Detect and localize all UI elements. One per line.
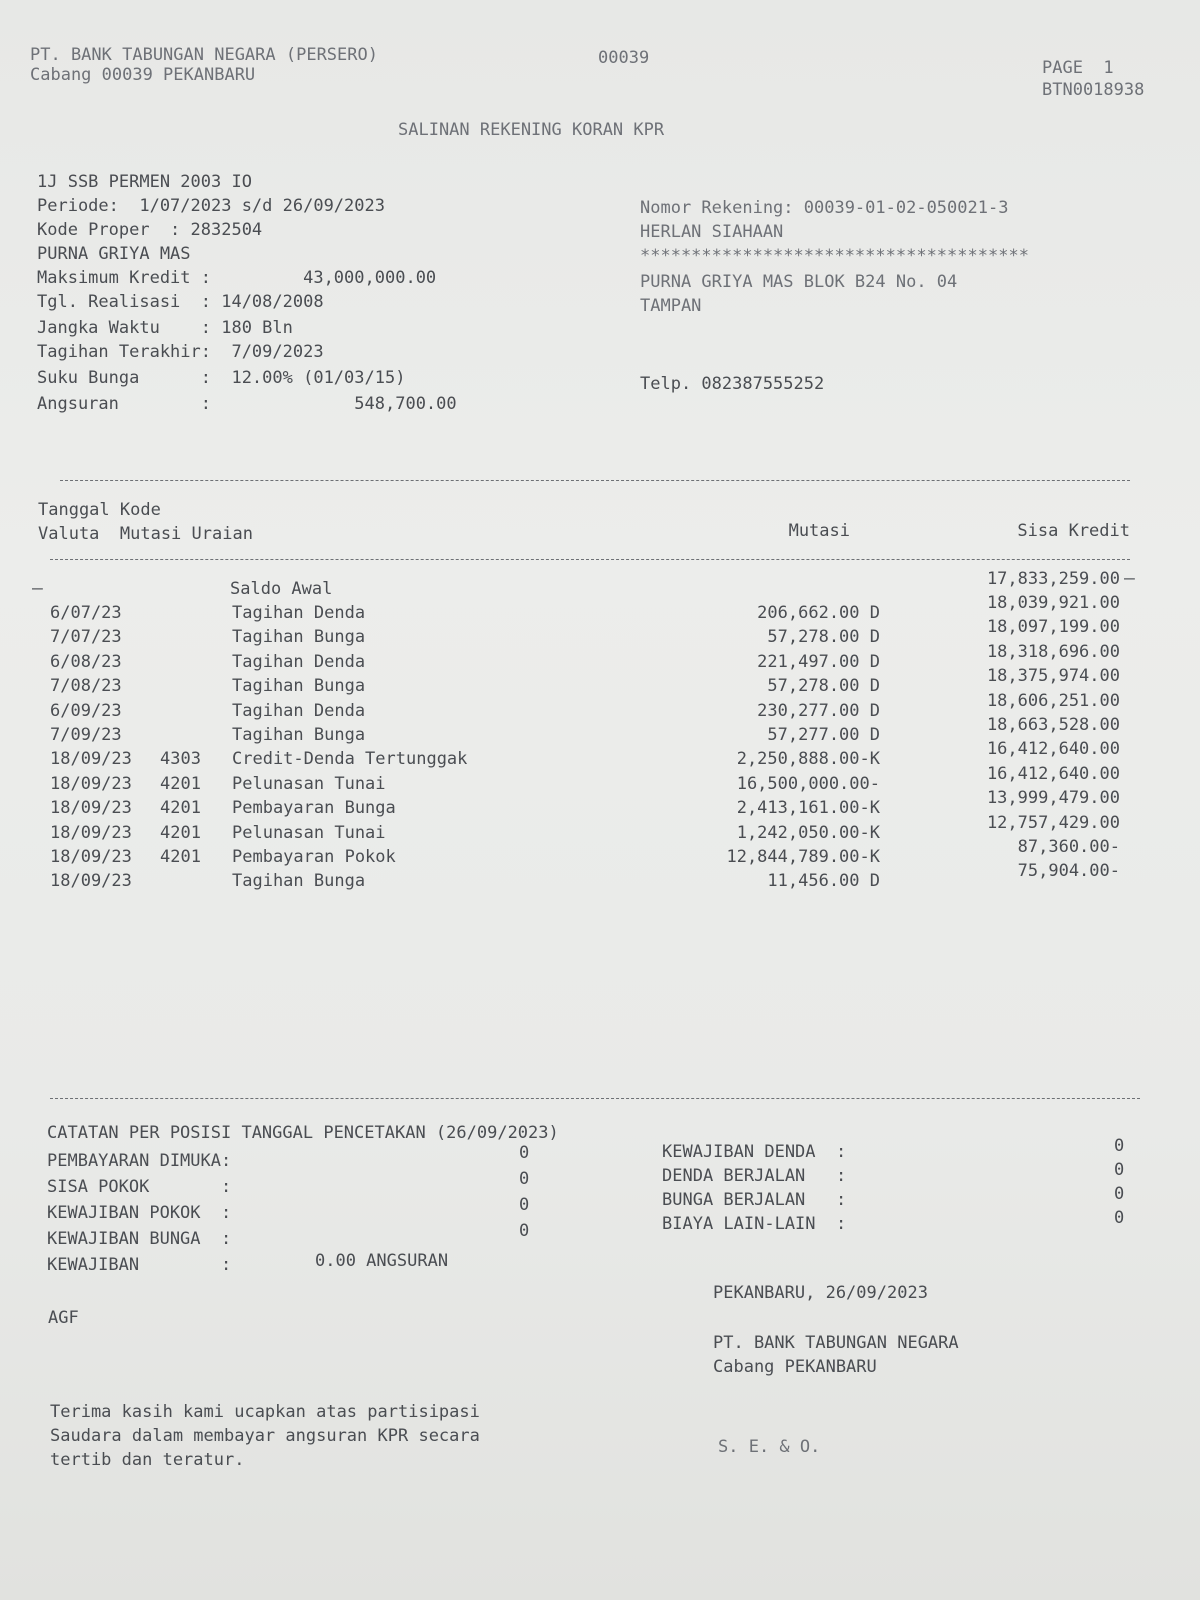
row-code: 4303 (160, 749, 201, 770)
row-balance: 18,663,528.00 (986, 715, 1120, 735)
row-date: 18/09/23 (50, 749, 132, 770)
row-amount: 1,242,050.00-K (736, 822, 880, 843)
account-line: Suku Bunga : 12.00% (01/03/15) (37, 368, 406, 388)
row-date: 6/08/23 (50, 651, 122, 672)
branch-name: Cabang 00039 PEKANBARU (30, 65, 256, 85)
row-balance: 18,606,251.00 (986, 690, 1120, 711)
row-amount: 16,500,000.00- (736, 773, 880, 794)
phone-number: Telp. 082387555252 (640, 374, 825, 394)
note-label: PEMBAYARAN DIMUKA: (47, 1151, 232, 1171)
row-description: Tagihan Bunga (232, 725, 366, 745)
table-header-sisa-kredit: Sisa Kredit (1017, 521, 1130, 541)
kewajiban-label: KEWAJIBAN : (47, 1255, 232, 1275)
account-line: PURNA GRIYA MAS (37, 244, 191, 264)
row-balance: 16,412,640.00 (986, 763, 1120, 784)
row-description: Tagihan Bunga (232, 676, 366, 697)
note-value: 0 (1114, 1136, 1125, 1156)
row-date: 18/09/23 (50, 798, 132, 819)
row-description: Tagihan Denda (232, 700, 366, 721)
row-balance: 18,318,696.00 (986, 641, 1120, 662)
bank-name: PT. BANK TABUNGAN NEGARA (PERSERO) (30, 45, 378, 65)
note-value: 0 (1114, 1208, 1125, 1228)
note-label: SISA POKOK : (47, 1177, 232, 1197)
account-line: Periode: 1/07/2023 s/d 26/09/2023 (37, 196, 385, 216)
row-balance: 17,833,259.00 (986, 569, 1120, 589)
account-line: Kode Proper : 2832504 (37, 220, 263, 240)
divider-line (50, 1098, 1140, 1099)
row-code: 4201 (160, 798, 201, 819)
row-amount: 2,250,888.00-K (736, 749, 880, 770)
row-date: 18/09/23 (50, 822, 132, 843)
table-row (0, 861, 1200, 894)
row-date: 18/09/23 (50, 847, 132, 867)
row-balance: 18,097,199.00 (986, 617, 1120, 638)
row-amount: 230,277.00 D (757, 700, 880, 721)
divider-line (60, 480, 1130, 481)
row-date: 7/08/23 (50, 676, 122, 697)
row-amount: 11,456.00 D (767, 871, 880, 892)
bank-signature-line1: PT. BANK TABUNGAN NEGARA (713, 1333, 959, 1353)
note-label: KEWAJIBAN DENDA : (662, 1142, 847, 1162)
note-value: 0 (1114, 1184, 1125, 1204)
agf-code: AGF (48, 1308, 79, 1328)
notes-title: CATATAN PER POSISI TANGGAL PENCETAKAN (26/09/2023) (47, 1123, 559, 1143)
place-date: PEKANBARU, 26/09/2023 (713, 1283, 928, 1303)
note-value: 0 (519, 1143, 530, 1163)
row-description: Pembayaran Pokok (232, 847, 396, 867)
row-description: Tagihan Bunga (232, 627, 366, 648)
page-number: PAGE 1 (1042, 58, 1114, 78)
note-value: 0 (519, 1169, 530, 1189)
table-header-line1: Tanggal Kode (38, 500, 161, 520)
note-label: BUNGA BERJALAN : (662, 1190, 847, 1210)
row-date: 6/09/23 (50, 700, 122, 721)
row-description: Saldo Awal (230, 579, 333, 599)
page-title: SALINAN REKENING KORAN KPR (398, 120, 665, 140)
table-header-mutasi: Mutasi (788, 521, 850, 541)
row-balance: 75,904.00- (1017, 861, 1120, 882)
row-description: Pelunasan Tunai (232, 773, 386, 794)
thank-you-line: Saudara dalam membayar angsuran KPR secara (50, 1426, 480, 1446)
margin-dash: – (32, 578, 43, 599)
row-amount: 221,497.00 D (757, 651, 880, 672)
margin-dash: – (1124, 568, 1135, 589)
row-balance: 18,039,921.00 (986, 593, 1120, 613)
bank-signature-line2: Cabang PEKANBARU (713, 1357, 877, 1377)
row-balance: 12,757,429.00 (986, 812, 1120, 833)
row-code: 4201 (160, 822, 201, 843)
divider-line (50, 559, 1130, 560)
note-value: 0 (519, 1195, 530, 1215)
document-id: BTN0018938 (1042, 80, 1145, 100)
account-number: Nomor Rekening: 00039-01-02-050021-3 (640, 198, 1009, 218)
note-value: 0 (1114, 1160, 1125, 1180)
row-code: 4201 (160, 773, 201, 794)
note-label: KEWAJIBAN POKOK : (47, 1203, 232, 1223)
row-amount: 206,662.00 D (757, 603, 880, 623)
row-description: Pelunasan Tunai (232, 822, 386, 843)
kewajiban-value: 0.00 ANGSURAN (315, 1251, 449, 1271)
address-line: PURNA GRIYA MAS BLOK B24 No. 04 (640, 272, 958, 292)
row-amount: 2,413,161.00-K (736, 798, 880, 819)
thank-you-line: tertib dan teratur. (50, 1450, 245, 1470)
account-line: Tagihan Terakhir: 7/09/2023 (37, 342, 324, 362)
thank-you-line: Terima kasih kami ucapkan atas partisipasi (50, 1402, 480, 1422)
table-row-opening (0, 566, 1200, 599)
account-line: Angsuran : 548,700.00 (37, 394, 457, 414)
row-amount: 57,278.00 D (767, 627, 880, 648)
row-amount: 57,278.00 D (767, 676, 880, 697)
masked-line: ************************************** (640, 246, 1029, 266)
row-description: Tagihan Bunga (232, 871, 366, 892)
note-label: KEWAJIBAN BUNGA : (47, 1229, 232, 1249)
row-amount: 57,277.00 D (767, 725, 880, 745)
row-balance: 18,375,974.00 (986, 666, 1120, 687)
branch-code: 00039 (598, 48, 650, 68)
row-balance: 13,999,479.00 (986, 788, 1120, 809)
row-date: 7/09/23 (50, 725, 122, 745)
note-label: DENDA BERJALAN : (662, 1166, 847, 1186)
row-balance: 16,412,640.00 (986, 739, 1120, 760)
row-description: Credit-Denda Tertunggak (232, 749, 468, 770)
account-line: Jangka Waktu : 180 Bln (37, 318, 293, 338)
note-value: 0 (519, 1221, 530, 1241)
row-balance: 87,360.00- (1017, 837, 1120, 857)
row-amount: 12,844,789.00-K (726, 847, 880, 867)
account-line: 1J SSB PERMEN 2003 IO (37, 172, 252, 192)
account-line: Tgl. Realisasi : 14/08/2008 (37, 292, 324, 312)
row-date: 7/07/23 (50, 627, 122, 648)
table-header-line2: Valuta Mutasi Uraian (38, 524, 253, 544)
account-line: Maksimum Kredit : 43,000,000.00 (37, 268, 437, 288)
row-date: 6/07/23 (50, 603, 122, 623)
row-code: 4201 (160, 847, 201, 867)
note-label: BIAYA LAIN-LAIN : (662, 1214, 847, 1234)
row-description: Tagihan Denda (232, 651, 366, 672)
transaction-table (0, 566, 1200, 906)
account-holder: HERLAN SIAHAAN (640, 222, 784, 242)
errors-omissions-note: S. E. & O. (718, 1437, 821, 1457)
row-date: 18/09/23 (50, 773, 132, 794)
row-description: Tagihan Denda (232, 603, 366, 623)
row-date: 18/09/23 (50, 871, 132, 892)
address-city: TAMPAN (640, 296, 702, 316)
row-description: Pembayaran Bunga (232, 798, 396, 819)
